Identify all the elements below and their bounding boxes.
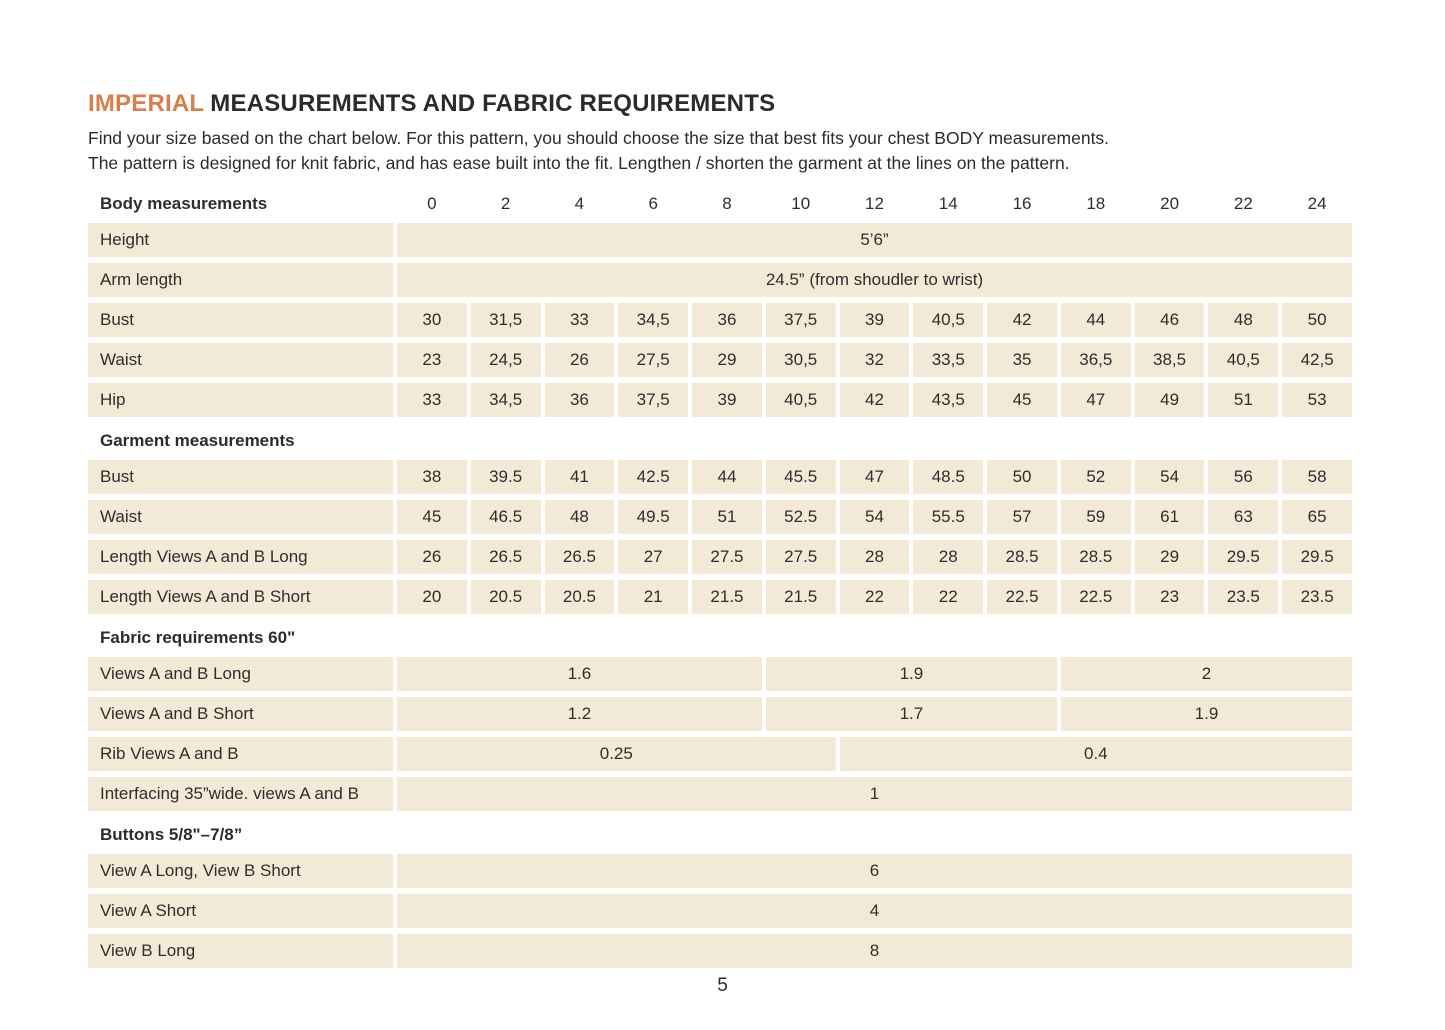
table-cell: 49 — [1135, 383, 1205, 417]
table-cell: 38,5 — [1135, 343, 1205, 377]
table-cell: 21 — [618, 580, 688, 614]
table-cell: 40,5 — [913, 303, 983, 337]
table-cell: 22.5 — [1061, 580, 1131, 614]
table-cell: 43,5 — [913, 383, 983, 417]
table-cell: 42 — [987, 303, 1057, 337]
table-row — [88, 657, 1352, 691]
table-cell: 55.5 — [913, 500, 983, 534]
table-cell: 47 — [1061, 383, 1131, 417]
table-row — [88, 223, 1352, 257]
table-cell: 51 — [692, 500, 762, 534]
table-cell: 21.5 — [766, 580, 836, 614]
table-cell: 41 — [545, 460, 615, 494]
table-cell: 45 — [397, 500, 467, 534]
table-cell: 45 — [987, 383, 1057, 417]
table-row — [88, 500, 1352, 534]
size-column-header: 6 — [648, 194, 658, 213]
table-cell: 32 — [840, 343, 910, 377]
table-cell: 50 — [1282, 303, 1352, 337]
table-row — [88, 934, 1352, 968]
table-row — [88, 343, 1352, 377]
table-cell: 28.5 — [987, 540, 1057, 574]
table-cell: 61 — [1135, 500, 1205, 534]
size-column-header: 4 — [574, 194, 585, 213]
table-cell: 58 — [1282, 460, 1352, 494]
table-row — [88, 854, 1352, 888]
table-cell: 1.9 — [1061, 697, 1352, 731]
row-label: View A Short — [88, 894, 393, 928]
table-cell: 30 — [397, 303, 467, 337]
table-cell: 54 — [1135, 460, 1205, 494]
size-column-header: 22 — [1233, 194, 1253, 213]
table-cell: 1.6 — [397, 657, 762, 691]
intro-line-2: The pattern is designed for knit fabric, and has ease built into the fit. Lengthen / shorten the garment at the lines on the pattern. — [88, 153, 1070, 173]
row-label: Waist — [88, 500, 393, 534]
row-label: Bust — [88, 303, 393, 337]
table-cell: 37,5 — [766, 303, 836, 337]
table-cell: 26.5 — [471, 540, 541, 574]
table-cell: 36,5 — [1061, 343, 1131, 377]
table-cell: 44 — [1061, 303, 1131, 337]
table-cell: 42 — [840, 383, 910, 417]
table-cell: 46.5 — [471, 500, 541, 534]
table-cell: 46 — [1135, 303, 1205, 337]
table-cell: 4 — [397, 894, 1352, 928]
section-title: Fabric requirements 60" — [100, 628, 296, 647]
row-label: Length Views A and B Long — [88, 540, 393, 574]
table-cell: 48.5 — [913, 460, 983, 494]
size-column-header: 16 — [1012, 194, 1032, 213]
table-row — [88, 460, 1352, 494]
table-cell: 1 — [397, 777, 1352, 811]
table-cell: 24,5 — [471, 343, 541, 377]
table-cell: 6 — [397, 854, 1352, 888]
page-title-rest: MEASUREMENTS AND FABRIC REQUIREMENTS — [210, 90, 776, 117]
table-header-label: Body measurements — [100, 194, 268, 213]
row-label: View B Long — [88, 934, 393, 968]
table-cell: 0.25 — [397, 737, 836, 771]
table-cell: 21.5 — [692, 580, 762, 614]
table-cell: 27.5 — [692, 540, 762, 574]
table-row — [88, 303, 1352, 337]
table-cell: 23.5 — [1282, 580, 1352, 614]
size-column-header: 2 — [500, 194, 511, 213]
row-label: View A Long, View B Short — [88, 854, 393, 888]
table-cell: 31,5 — [471, 303, 541, 337]
table-cell: 47 — [840, 460, 910, 494]
table-cell: 42,5 — [1282, 343, 1352, 377]
table-cell: 54 — [840, 500, 910, 534]
size-column-header: 20 — [1160, 194, 1180, 213]
table-cell: 27,5 — [618, 343, 688, 377]
intro-text — [88, 126, 1352, 176]
intro-line-1: Find your size based on the chart below. For this pattern, you should choose the size that best fits your chest BODY measurements. — [88, 128, 1110, 148]
table-cell: 0.4 — [840, 737, 1352, 771]
table-cell: 34,5 — [471, 383, 541, 417]
table-cell: 33 — [545, 303, 615, 337]
table-cell: 36 — [692, 303, 762, 337]
table-cell: 37,5 — [618, 383, 688, 417]
table-cell: 40,5 — [1208, 343, 1278, 377]
table-cell: 48 — [545, 500, 615, 534]
page-title — [88, 90, 1352, 118]
table-cell: 20.5 — [545, 580, 615, 614]
table-cell: 1.9 — [766, 657, 1057, 691]
table-row — [88, 383, 1352, 417]
size-column-header: 18 — [1086, 194, 1106, 213]
table-cell: 65 — [1282, 500, 1352, 534]
row-label: Rib Views A and B — [88, 737, 393, 771]
row-label: Views A and B Short — [88, 697, 393, 731]
table-cell: 42.5 — [618, 460, 688, 494]
table-cell: 27.5 — [766, 540, 836, 574]
table-header-row — [88, 192, 1352, 216]
table-cell: 23.5 — [1208, 580, 1278, 614]
table-cell: 48 — [1208, 303, 1278, 337]
page-number: 5 — [717, 975, 728, 996]
size-column-header: 14 — [938, 194, 958, 213]
table-cell: 39.5 — [471, 460, 541, 494]
table-cell: 52.5 — [766, 500, 836, 534]
table-cell: 28 — [840, 540, 910, 574]
size-column-header: 8 — [722, 194, 732, 213]
row-label: Views A and B Long — [88, 657, 393, 691]
table-cell: 8 — [397, 934, 1352, 968]
row-label: Hip — [88, 383, 393, 417]
size-column-header: 24 — [1307, 194, 1327, 213]
table-cell: 63 — [1208, 500, 1278, 534]
table-row — [88, 894, 1352, 928]
table-row — [88, 777, 1352, 811]
size-column-header: 10 — [791, 194, 811, 213]
table-cell: 51 — [1208, 383, 1278, 417]
table-cell: 38 — [397, 460, 467, 494]
table-cell: 22.5 — [987, 580, 1057, 614]
table-cell: 33,5 — [913, 343, 983, 377]
table-cell: 45.5 — [766, 460, 836, 494]
row-label: Height — [88, 223, 393, 257]
table-cell: 28 — [913, 540, 983, 574]
table-cell: 2 — [1061, 657, 1352, 691]
table-row — [88, 697, 1352, 731]
table-cell: 56 — [1208, 460, 1278, 494]
row-label: Length Views A and B Short — [88, 580, 393, 614]
table-row — [88, 580, 1352, 614]
table-cell: 5’6” — [397, 223, 1352, 257]
size-column-header: 0 — [427, 194, 437, 213]
table-cell: 49.5 — [618, 500, 688, 534]
table-cell: 20.5 — [471, 580, 541, 614]
table-cell: 39 — [840, 303, 910, 337]
table-cell: 57 — [987, 500, 1057, 534]
size-column-header: 12 — [865, 194, 884, 213]
table-cell: 29.5 — [1208, 540, 1278, 574]
table-cell: 40,5 — [766, 383, 836, 417]
table-cell: 29 — [692, 343, 762, 377]
table-cell: 33 — [397, 383, 467, 417]
table-cell: 29 — [1135, 540, 1205, 574]
table-cell: 24.5” (from shoudler to wrist) — [397, 263, 1352, 297]
table-cell: 26.5 — [545, 540, 615, 574]
table-cell: 29.5 — [1282, 540, 1352, 574]
table-cell: 28.5 — [1061, 540, 1131, 574]
table-cell: 30,5 — [766, 343, 836, 377]
table-cell: 27 — [618, 540, 688, 574]
table-cell: 53 — [1282, 383, 1352, 417]
table-cell: 1.7 — [766, 697, 1057, 731]
table-cell: 22 — [913, 580, 983, 614]
table-cell: 23 — [397, 343, 467, 377]
row-label: Interfacing 35”wide. views A and B — [88, 777, 393, 811]
table-cell: 26 — [397, 540, 467, 574]
table-row — [88, 540, 1352, 574]
table-cell: 59 — [1061, 500, 1131, 534]
table-cell: 22 — [840, 580, 910, 614]
section-title: Garment measurements — [100, 431, 295, 450]
table-cell: 44 — [692, 460, 762, 494]
table-row — [88, 263, 1352, 297]
page-content — [88, 90, 1352, 974]
section-title: Buttons 5/8"–7/8” — [100, 825, 243, 844]
table-cell: 23 — [1135, 580, 1205, 614]
table-cell: 52 — [1061, 460, 1131, 494]
table-cell: 1.2 — [397, 697, 762, 731]
table-cell: 36 — [545, 383, 615, 417]
table-cell: 35 — [987, 343, 1057, 377]
table-cell: 50 — [987, 460, 1057, 494]
table-cell: 26 — [545, 343, 615, 377]
table-cell: 34,5 — [618, 303, 688, 337]
table-row — [88, 737, 1352, 771]
page-title-accent: IMPERIAL — [88, 90, 205, 117]
row-label: Arm length — [88, 263, 393, 297]
table-cell: 39 — [692, 383, 762, 417]
table-cell: 20 — [397, 580, 467, 614]
row-label: Bust — [88, 460, 393, 494]
size-chart-table — [88, 192, 1352, 968]
row-label: Waist — [88, 343, 393, 377]
